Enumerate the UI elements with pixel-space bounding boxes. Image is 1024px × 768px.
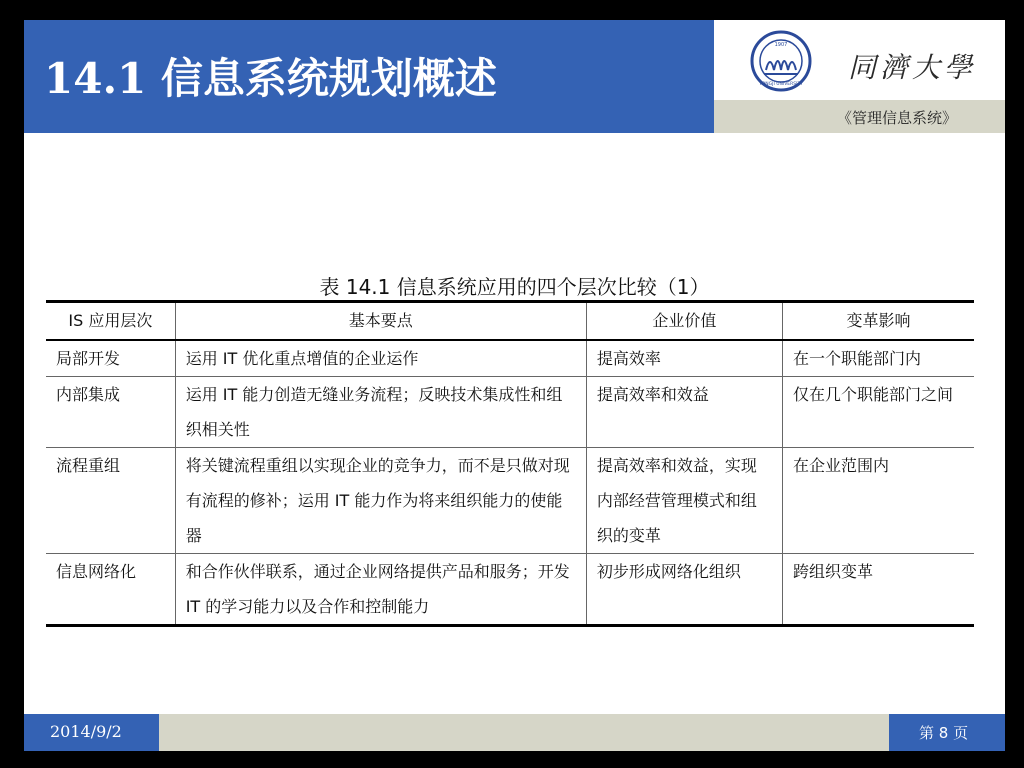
cell-points: 运用 IT 优化重点增值的企业运作 (175, 340, 586, 377)
header-cell-points: 基本要点 (175, 302, 586, 341)
cell-level: 内部集成 (46, 377, 175, 448)
cell-points: 运用 IT 能力创造无缝业务流程；反映技术集成性和组织相关性 (175, 377, 586, 448)
table-row (46, 377, 974, 448)
table-row (46, 448, 974, 554)
course-bar (714, 100, 1005, 133)
cell-value: 初步形成网络化组织 (586, 554, 782, 626)
table-row (46, 554, 974, 626)
cell-impact: 在一个职能部门内 (782, 340, 974, 377)
cell-impact: 跨组织变革 (782, 554, 974, 626)
cell-impact: 仅在几个职能部门之间 (782, 377, 974, 448)
cell-impact: 在企业范围内 (782, 448, 974, 554)
seal-year: 1907 (774, 42, 788, 48)
cell-level: 流程重组 (46, 448, 175, 554)
cell-value: 提高效率和效益，实现内部经营管理模式和组织的变革 (586, 448, 782, 554)
cell-level: 局部开发 (46, 340, 175, 377)
table-header-row (46, 302, 974, 341)
header-cell-level: IS 应用层次 (46, 302, 175, 341)
footer-middle-band (159, 714, 889, 751)
slide-title: 14.1 信息系统规划概述 (44, 54, 497, 103)
cell-points: 将关键流程重组以实现企业的竞争力，而不是只做对现有流程的修补；运用 IT 能力作为将来组织能力的使能器 (175, 448, 586, 554)
seal-caption: TONGJI UNIVERSITY (759, 82, 803, 87)
footer-date-band (24, 714, 159, 751)
course-name: 《管理信息系统》 (836, 109, 957, 127)
university-seal-icon (750, 30, 812, 92)
cell-value: 提高效率和效益 (586, 377, 782, 448)
page-number: 第 8 页 (919, 724, 969, 742)
slide (24, 20, 1005, 751)
header-cell-value: 企业价值 (586, 302, 782, 341)
logo-area (714, 20, 1005, 100)
table-caption: 表 14.1 信息系统应用的四个层次比较（1） (319, 275, 710, 299)
footer-date: 2014/9/2 (50, 722, 122, 741)
university-name: 同濟大學 (848, 51, 977, 84)
title-bar (24, 20, 714, 133)
header-cell-impact: 变革影响 (782, 302, 974, 341)
comparison-table (46, 300, 974, 627)
footer-page-band (889, 714, 1005, 751)
cell-value: 提高效率 (586, 340, 782, 377)
cell-points: 和合作伙伴联系，通过企业网络提供产品和服务；开发 IT 的学习能力以及合作和控制能力 (175, 554, 586, 626)
cell-level: 信息网络化 (46, 554, 175, 626)
table-row (46, 340, 974, 377)
